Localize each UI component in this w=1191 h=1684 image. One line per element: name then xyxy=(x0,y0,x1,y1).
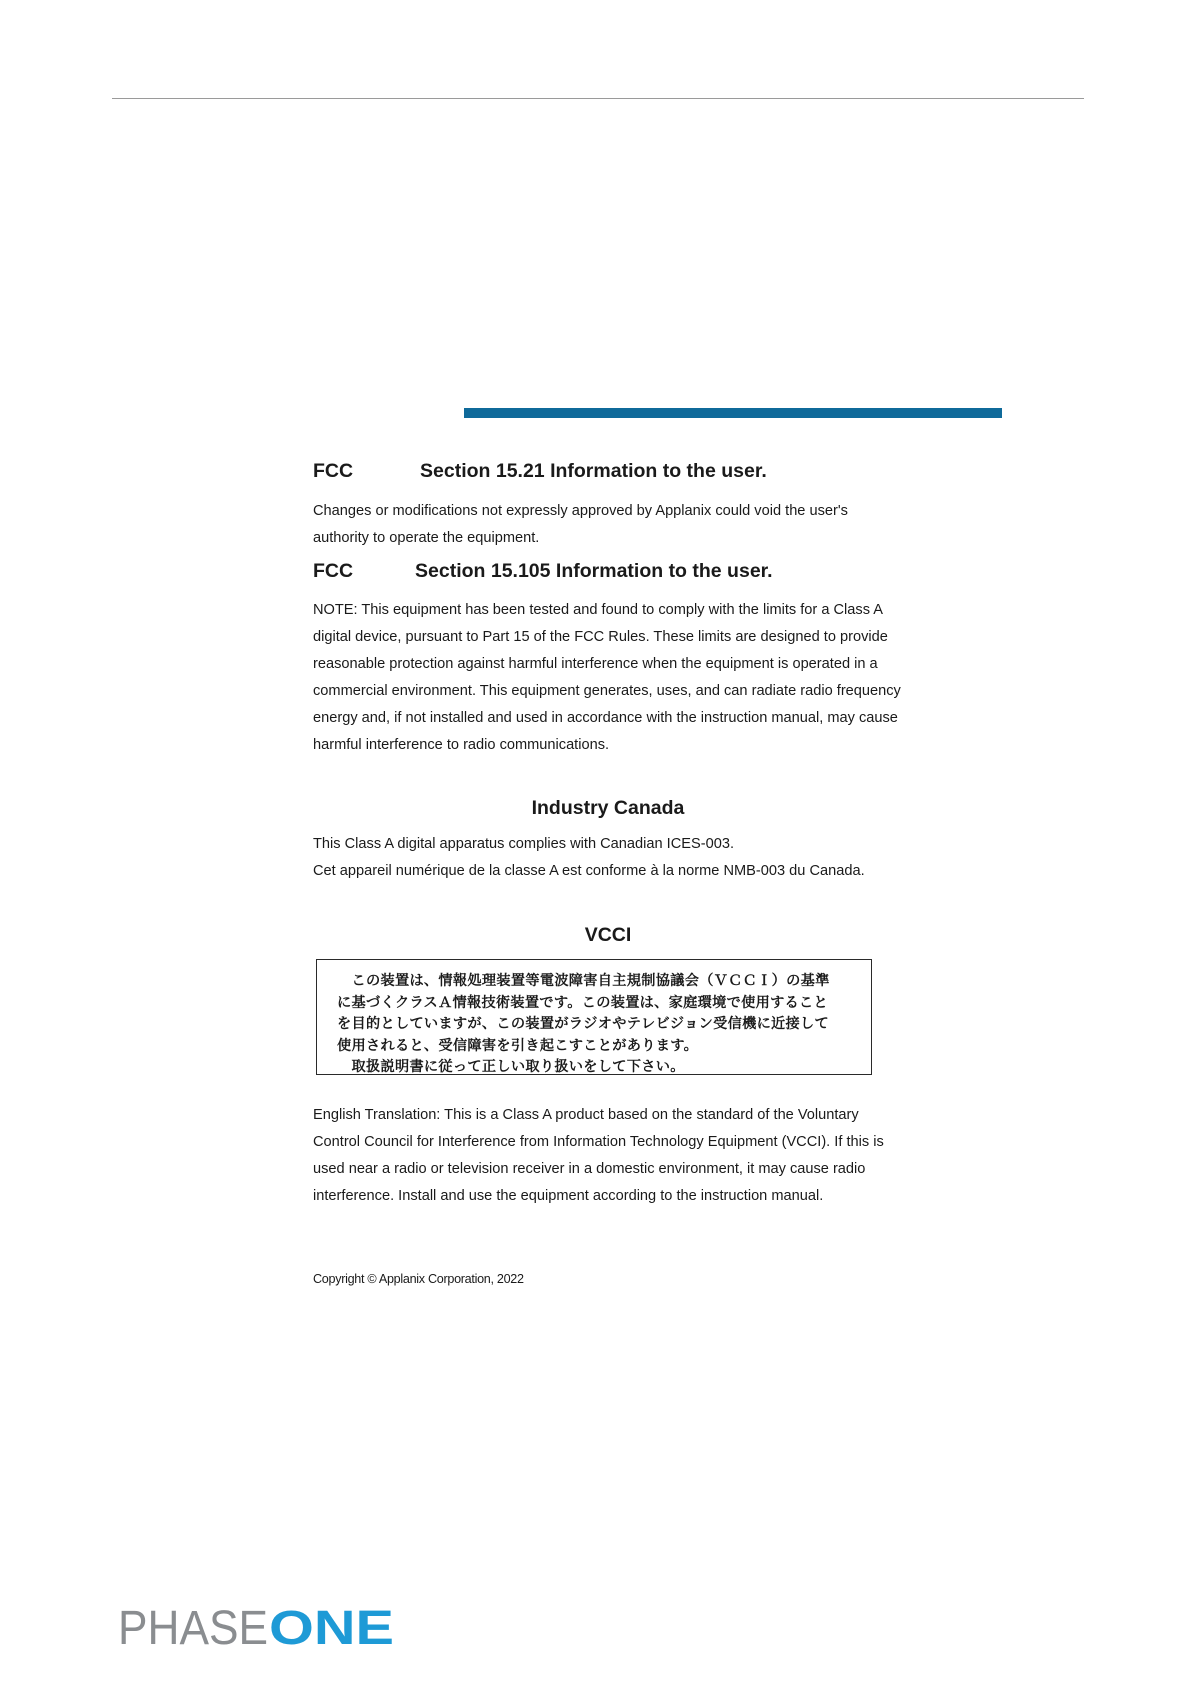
header-rule xyxy=(112,98,1084,99)
ices-statement-en: This Class A digital apparatus complies with Canadian ICES-003. xyxy=(313,836,735,852)
section-accent-bar xyxy=(464,408,1002,418)
vcci-japanese-notice xyxy=(316,959,872,1075)
copyright-notice: Copyright © Applanix Corporation, 2022 xyxy=(313,1272,524,1286)
logo-text-one: ONE xyxy=(269,1604,394,1650)
fcc-15-21-text: Changes or modifications not expressly approved by Applanix could void the user's authority to operate the equipment. xyxy=(313,503,848,546)
vcci-heading: VCCI xyxy=(584,924,632,946)
ices-statement-fr: Cet appareil numérique de la classe A est conforme à la norme NMB-003 du Canada. xyxy=(313,863,865,879)
fcc-15-21-title: Section 15.21 Information to the user. xyxy=(420,460,767,482)
fcc-15-21-heading xyxy=(313,460,903,483)
vcci-notice-line: を目的としていますが、この装置がラジオやテレビジョン受信機に近接して xyxy=(337,1016,830,1032)
fcc-tag: FCC xyxy=(313,460,354,482)
vcci-notice-line: この装置は、情報処理装置等電波障害自主規制協議会（ＶＣＣＩ）の基準 xyxy=(337,973,830,989)
logo-text-phase: PHASE xyxy=(118,1604,268,1650)
vcci-notice-line: 取扱説明書に従って正しい取り扱いをして下さい。 xyxy=(337,1059,685,1075)
fcc-15-105-text: NOTE: This equipment has been tested and found to comply with the limits for a Class A digital device, pursuant to Part 15 of the FCC Rules. These limits are designed to provide reasonable protection against harmful interference when the equipment is operated in a commercial environment. This equipment generates, uses, and can radiate radio frequency energy and, if not installed and used in accordance with the instruction manual, may cause harmful interference to radio communications. xyxy=(313,602,901,753)
vcci-notice-line: 使用されると、受信障害を引き起こすことがあります。 xyxy=(337,1037,699,1054)
fcc-15-105-title: Section 15.105 Information to the user. xyxy=(415,560,773,582)
phase-one-logo xyxy=(118,1604,398,1650)
compliance-content xyxy=(313,460,903,1293)
fcc-tag: FCC xyxy=(313,560,354,582)
industry-canada-text xyxy=(313,831,903,885)
vcci-notice-line: に基づくクラスＡ情報技術装置です。この装置は、家庭環境で使用すること xyxy=(337,994,829,1011)
vcci-english-translation: English Translation: This is a Class A product based on the standard of the Voluntary Control Council for Interference from Information Technology Equipment (VCCI). If this is used near a radio or television receiver in a domestic environment, it may cause radio interference. Install and use the equipment according to the instruction manual. xyxy=(313,1107,884,1204)
industry-canada-heading: Industry Canada xyxy=(531,797,685,819)
fcc-15-105-heading xyxy=(313,560,903,583)
